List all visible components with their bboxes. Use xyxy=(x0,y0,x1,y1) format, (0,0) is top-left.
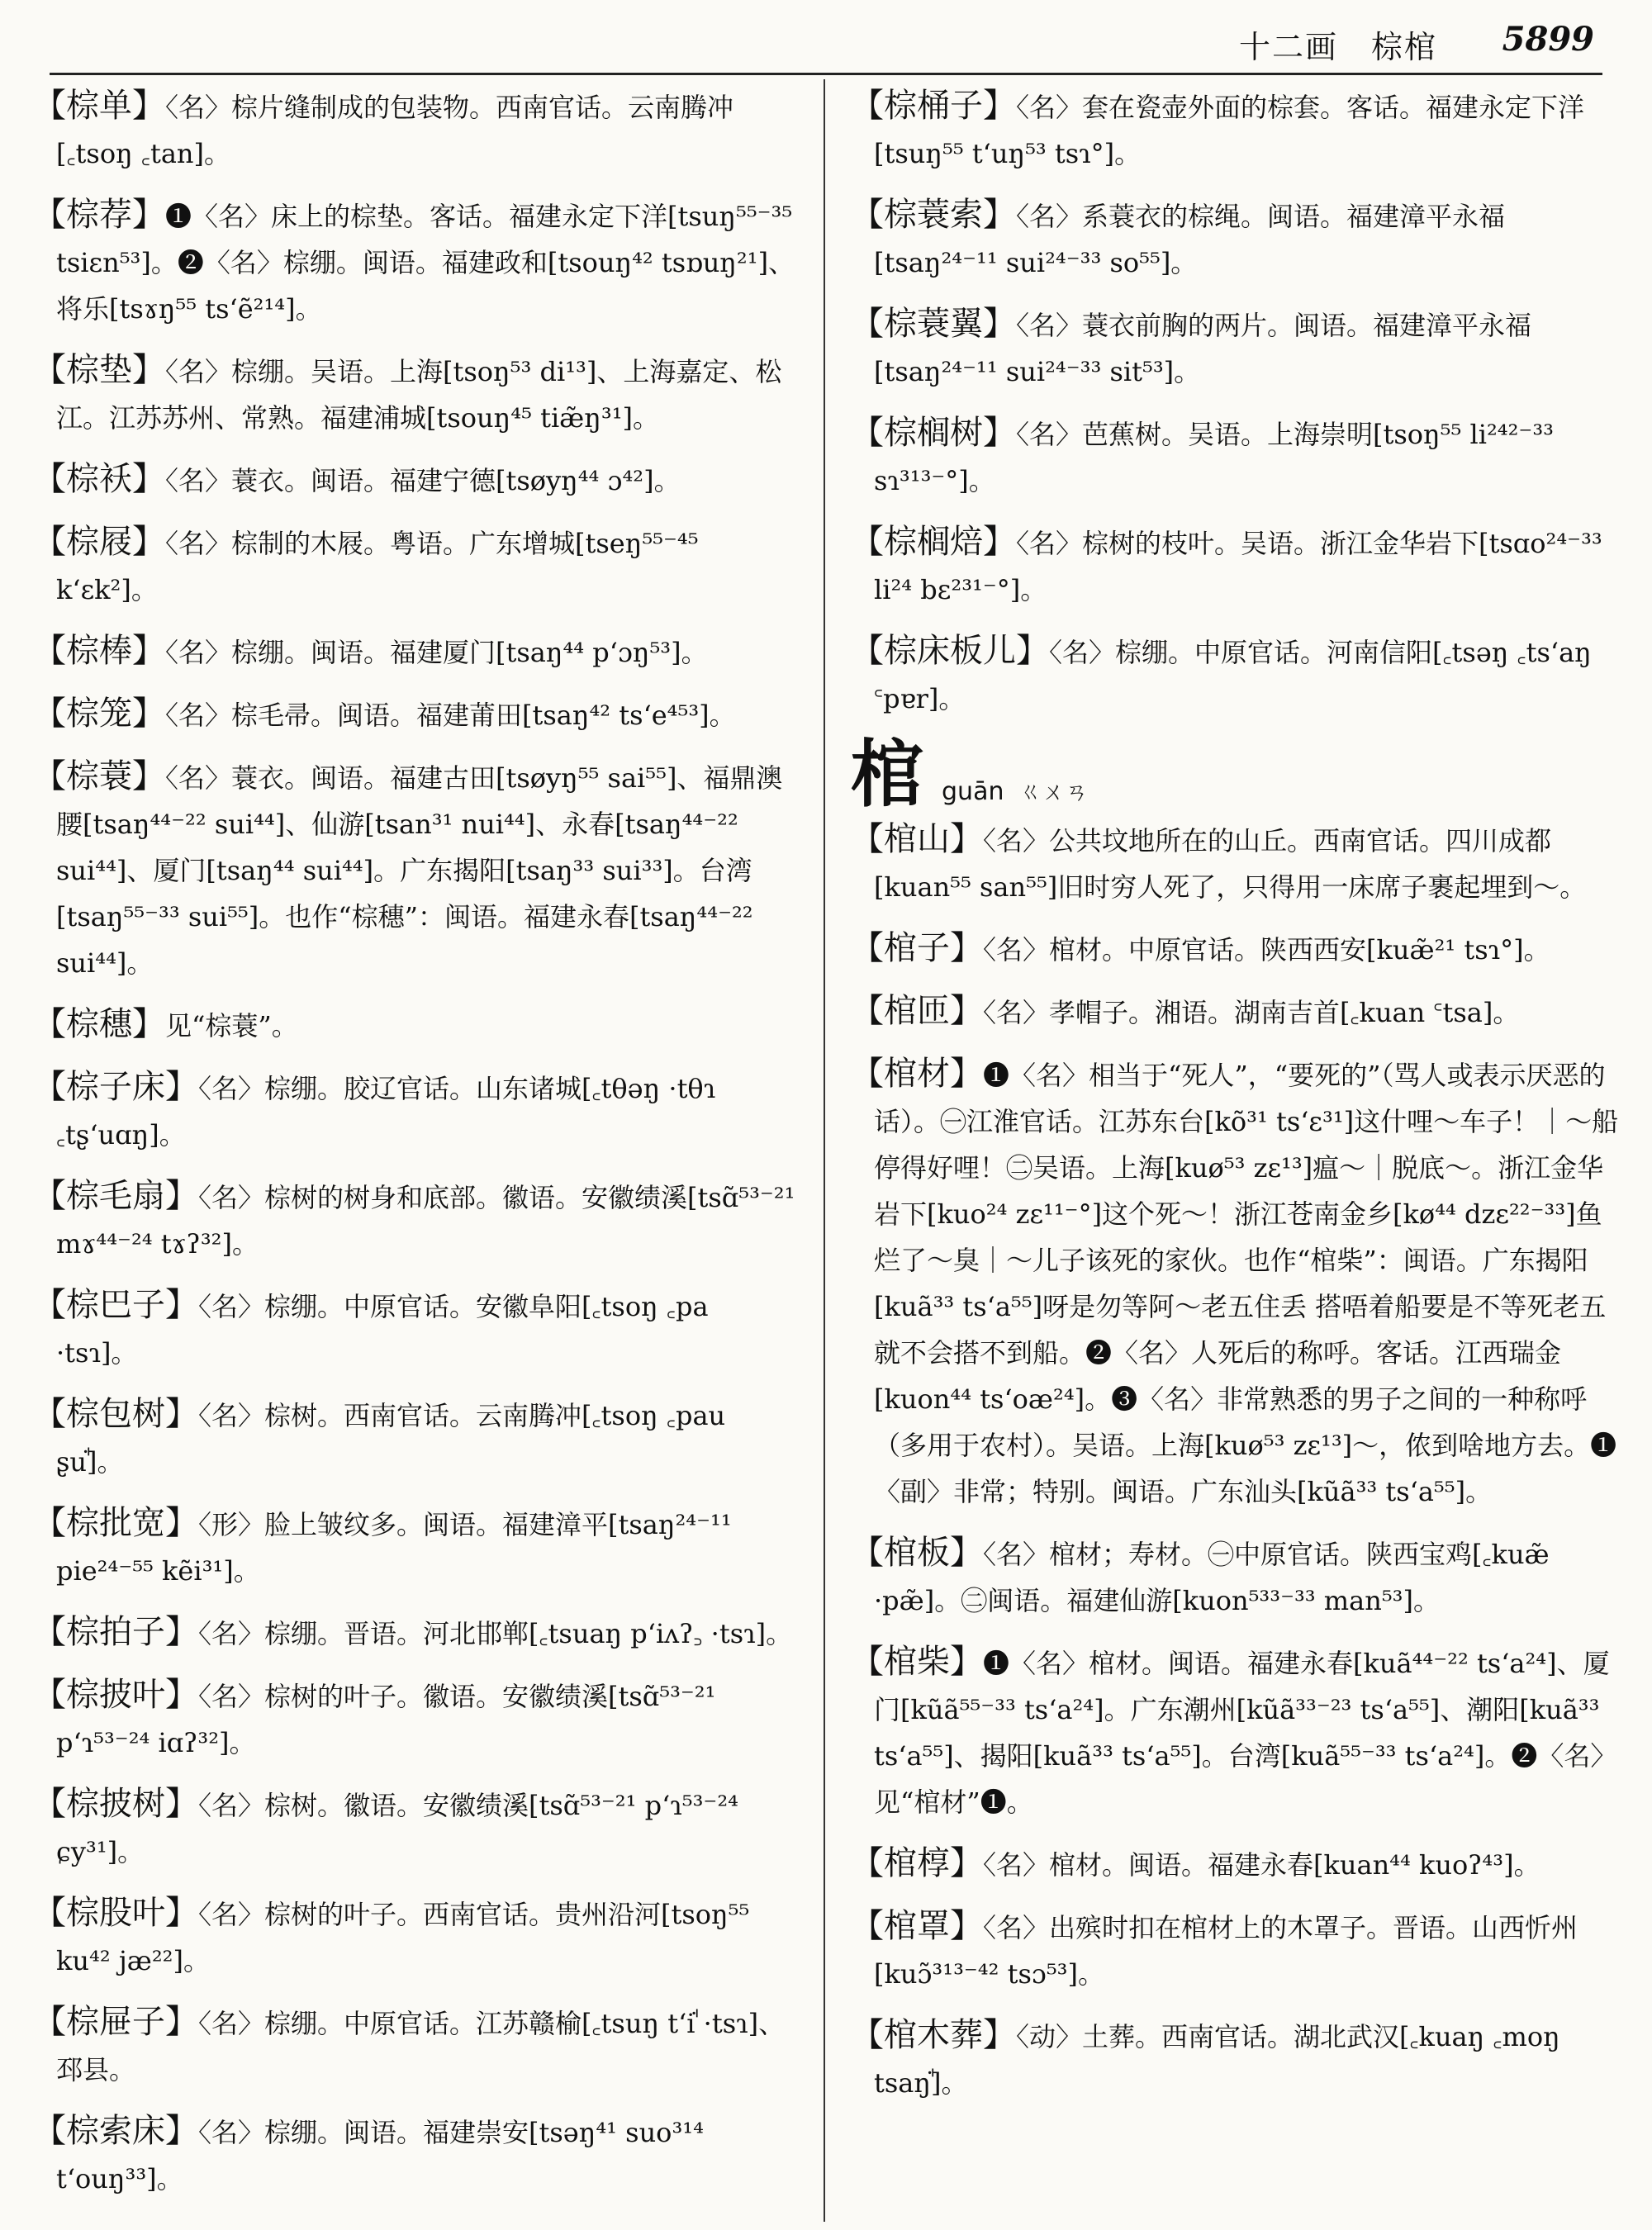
entry-headword: 【棕桶子】 xyxy=(851,87,1016,125)
entry-definition: 〈名〉棕绷。中原官话。江苏赣榆[꜀tsuŋ tʻiꜗ ·tsɿ]、邳县。 xyxy=(56,2008,786,2085)
entry-headword: 【棕蓑索】 xyxy=(851,196,1016,234)
entry-definition: 〈形〉脸上皱纹多。闽语。福建漳平[tsaŋ²⁴⁻¹¹ pie²⁴⁻⁵⁵ kẽi³¹]。 xyxy=(56,1509,732,1587)
entry-definition: 〈名〉棺材。中原官话。陕西西安[kuæ̃²¹ tsɿ°]。 xyxy=(983,934,1550,966)
entry-headword: 【棕床板儿】 xyxy=(851,632,1049,670)
entry-definition: 〈名〉棺材。闽语。福建永春[kuan⁴⁴ kuoʔ⁴³]。 xyxy=(983,1849,1540,1881)
dictionary-entry xyxy=(33,1672,797,1766)
entry-definition: 〈名〉棕树的枝叶。吴语。浙江金华岩下[tsɑo²⁴⁻³³ li²⁴ bɛ²³¹⁻°]。 xyxy=(874,528,1602,605)
dictionary-entry xyxy=(851,83,1623,177)
entry-headword: 【棺板】 xyxy=(851,1534,983,1572)
entry-headword: 【棺材】 xyxy=(851,1055,983,1093)
entry-definition: ❶〈名〉床上的棕垫。客话。福建永定下洋[tsuŋ⁵⁵⁻³⁵ tsiɛn⁵³]。❷〈名〉棕绷。闽语。福建政和[tsouŋ⁴² tsɒuŋ²¹]、将乐[tsɤŋ⁵⁵ tsʻẽ²¹⁴]。 xyxy=(56,201,795,325)
dictionary-entry xyxy=(33,628,797,676)
entry-headword: 【棕穗】 xyxy=(33,1005,165,1043)
dictionary-entry xyxy=(851,1530,1623,1624)
entry-definition: 〈名〉棕绷。闽语。福建厦门[tsaŋ⁴⁴ pʻɔŋ⁵³]。 xyxy=(165,637,708,668)
heading-pinyin: guān xyxy=(942,777,1004,806)
entry-definition: 〈名〉蓑衣。闽语。福建宁德[tsøyŋ⁴⁴ ɔ⁴²]。 xyxy=(165,465,681,496)
entry-definition: 〈名〉棺材；寿材。㊀中原官话。陕西宝鸡[꜀kuæ̃ ·pæ̃]。㊁闽语。福建仙游[kuon⁵³³⁻³³ man⁵³]。 xyxy=(874,1539,1550,1616)
entry-headword: 【棕子床】 xyxy=(33,1068,198,1106)
dictionary-entry xyxy=(851,925,1623,973)
entry-definition: 〈名〉棕制的木屐。粤语。广东增城[tseŋ⁵⁵⁻⁴⁵ kʻɛk²]。 xyxy=(56,528,699,605)
dictionary-entry xyxy=(851,519,1623,613)
entry-definition: 〈名〉棕绷。闽语。福建崇安[tsəŋ⁴¹ suo³¹⁴ tʻouŋ³³]。 xyxy=(56,2117,704,2194)
entry-definition: 〈名〉棕绷。胶辽官话。山东诸城[꜀tθəŋ ·tθɿ ꜀tʂʻuɑŋ]。 xyxy=(56,1073,716,1151)
entry-headword: 【棕蓑】 xyxy=(33,757,165,795)
dictionary-entry xyxy=(851,1840,1623,1888)
dictionary-entry xyxy=(33,83,797,177)
entry-headword: 【棕包树】 xyxy=(33,1395,198,1433)
entry-definition: 〈名〉棕树的叶子。徽语。安徽绩溪[tsɑ̃⁵³⁻²¹ pʻɿ⁵³⁻²⁴ iɑʔ³²]。 xyxy=(56,1681,716,1758)
entry-headword: 【棕批宽】 xyxy=(33,1504,198,1542)
entry-definition: 〈名〉蓑衣前胸的两片。闽语。福建漳平永福[tsaŋ²⁴⁻¹¹ sui²⁴⁻³³ sit⁵³]。 xyxy=(874,310,1532,387)
dictionary-entry xyxy=(851,1639,1623,1825)
dictionary-entry xyxy=(33,1500,797,1594)
dictionary-entry xyxy=(33,1999,797,2093)
entry-definition: 〈名〉套在瓷壶外面的棕套。客话。福建永定下洋[tsuŋ⁵⁵ tʻuŋ⁵³ tsɿ°]。 xyxy=(874,92,1585,169)
entry-headword: 【棕披树】 xyxy=(33,1785,198,1823)
entry-definition: 〈动〉土葬。西南官话。湖北武汉[꜀kuaŋ ꜀moŋ tsaŋꜗ]。 xyxy=(874,2021,1560,2099)
section-label: 十二画 棕棺 xyxy=(1238,29,1437,65)
entry-definition: ❶〈名〉相当于“死人”，“要死的”（骂人或表示厌恶的话）。㊀江淮官话。江苏东台[kõ³¹ tsʻɛ³¹]这什哩～车子！｜～船停得好哩！㊁吴语。上海[kuø⁵³ zɛ¹³]瘟～｜脱底～。浙江金华岩下[kuo²⁴ zɛ¹¹⁻°]这个死～！浙江苍南金乡[kø⁴⁴ dzɛ²²⁻³³]鱼烂了～臭｜～儿子该死的家伙。也作“棺柴”：闽语。广东揭阳[kuã³³ tsʻa⁵⁵]呀是勿等阿～老五住丢 搭唔着船要是不等死老五就不会搭不到船。❷〈名〉人死后的称呼。客话。江西瑞金[kuon⁴⁴ tsʻoæ²⁴]。❸〈名〉非常熟悉的男子之间的一种称呼（多用于农村）。吴语。上海[kuø⁵³ zɛ¹³]～，侬到啥地方去。❶〈副〉非常；特别。闽语。广东汕头[kũã³³ tsʻa⁵⁵]。 xyxy=(874,1060,1619,1507)
entry-definition: 〈名〉芭蕉树。吴语。上海崇明[tsoŋ⁵⁵ li²⁴²⁻³³ sɿ³¹³⁻°]。 xyxy=(874,419,1554,496)
entry-headword: 【棺木葬】 xyxy=(851,2016,1016,2054)
dictionary-entry xyxy=(33,2108,797,2202)
entry-headword: 【棺罩】 xyxy=(851,1907,983,1945)
entry-definition: 见“棕蓑”。 xyxy=(165,1010,298,1041)
dictionary-entry xyxy=(33,1064,797,1158)
entry-headword: 【棕股叶】 xyxy=(33,1894,198,1932)
entry-headword: 【棕屉子】 xyxy=(33,2003,198,2041)
entry-headword: 【棕榈树】 xyxy=(851,414,1016,452)
entry-headword: 【棕棒】 xyxy=(33,632,165,670)
entry-headword: 【棕蓑翼】 xyxy=(851,305,1016,343)
entry-headword: 【棕披叶】 xyxy=(33,1676,198,1714)
entry-definition: 〈名〉棕树的叶子。西南官话。贵州沿河[tsoŋ⁵⁵ ku⁴² jæ²²]。 xyxy=(56,1899,750,1976)
dictionary-entry xyxy=(33,753,797,986)
entry-headword: 【棕巴子】 xyxy=(33,1286,198,1324)
entry-definition: 〈名〉棕绷。中原官话。安徽阜阳[꜀tsoŋ ꜀pa ·tsɿ]。 xyxy=(56,1291,709,1369)
entry-headword: 【棕袄】 xyxy=(33,460,165,498)
entry-definition: 〈名〉系蓑衣的棕绳。闽语。福建漳平永福[tsaŋ²⁴⁻¹¹ sui²⁴⁻³³ so⁵⁵]。 xyxy=(874,201,1506,278)
entry-headword: 【棕索床】 xyxy=(33,2112,198,2150)
dictionary-entry xyxy=(851,2012,1623,2106)
dictionary-entry xyxy=(33,519,797,613)
entry-definition: 〈名〉棕毛帚。闽语。福建莆田[tsaŋ⁴² tsʻe⁴⁵³]。 xyxy=(165,700,736,731)
left-column xyxy=(33,83,797,2213)
entry-headword: 【棺山】 xyxy=(851,820,983,858)
dictionary-entry xyxy=(33,1173,797,1267)
entry-definition: 〈名〉孝帽子。湘语。湖南吉首[꜀kuan ꜂tsa]。 xyxy=(983,997,1520,1028)
dictionary-entry xyxy=(851,988,1623,1036)
entry-definition: 〈名〉蓑衣。闽语。福建古田[tsøyŋ⁵⁵ sai⁵⁵]、福鼎澳腰[tsaŋ⁴⁴⁻²² sui⁴⁴]、仙游[tsan³¹ nui⁴⁴]、永春[tsaŋ⁴⁴⁻²² sui⁴⁴]、厦门[tsaŋ⁴⁴ sui⁴⁴]。广东揭阳[tsaŋ³³ sui³³]。台湾[tsaŋ⁵⁵⁻³³ sui⁵⁵]。也作“棕穗”：闽语。福建永春[tsaŋ⁴⁴⁻²² sui⁴⁴]。 xyxy=(56,762,783,979)
char-heading xyxy=(851,731,1623,817)
entry-definition: 〈名〉出殡时扣在棺材上的木罩子。晋语。山西忻州[kuɔ̃³¹³⁻⁴² tsɔ⁵³]。 xyxy=(874,1912,1578,1990)
entry-definition: ❶〈名〉棺材。闽语。福建永春[kuã⁴⁴⁻²² tsʻa²⁴]、厦门[kũã⁵⁵⁻³³ tsʻa²⁴]。广东潮州[kũã³³⁻²³ tsʻa⁵⁵]、潮阳[kuã³³ tsʻa⁵⁵]、揭阳[kuã³³ tsʻa⁵⁵]。台湾[kuã⁵⁵⁻³³ tsʻa²⁴]。❷〈名〉见“棺材”❶。 xyxy=(874,1648,1617,1818)
heading-glyph: 棺 xyxy=(851,731,924,817)
dictionary-entry xyxy=(33,192,797,332)
dictionary-entry xyxy=(851,192,1623,286)
entry-headword: 【棕单】 xyxy=(33,87,165,125)
entry-headword: 【棺子】 xyxy=(851,929,983,967)
dictionary-entry xyxy=(33,1781,797,1875)
dictionary-entry xyxy=(33,1391,797,1485)
dictionary-entry xyxy=(851,816,1623,910)
dictionary-entry xyxy=(33,1890,797,1984)
entry-definition: 〈名〉棕片缝制成的包装物。西南官话。云南腾冲[꜀tsoŋ ꜀tan]。 xyxy=(56,92,734,169)
entry-headword: 【棕笼】 xyxy=(33,695,165,733)
entry-definition: 〈名〉棕树的树身和底部。徽语。安徽绩溪[tsɑ̃⁵³⁻²¹ mɤ⁴⁴⁻²⁴ tɤʔ³²]。 xyxy=(56,1182,795,1260)
dictionary-entry xyxy=(33,347,797,441)
entry-definition: 〈名〉棕绷。晋语。河北邯郸[꜀tsuaŋ pʻiʌʔ꜆ ·tsɿ]。 xyxy=(198,1618,793,1649)
running-head xyxy=(50,15,1602,75)
dictionary-entry xyxy=(33,1001,797,1049)
dictionary-entry xyxy=(851,301,1623,395)
dictionary-entry xyxy=(851,1903,1623,1997)
entry-headword: 【棕榈焙】 xyxy=(851,523,1016,561)
dictionary-entry xyxy=(33,690,797,738)
entry-definition: 〈名〉棕树。西南官话。云南腾冲[꜀tsoŋ ꜀pau ʂuꜗ]。 xyxy=(56,1400,726,1478)
dictionary-entry xyxy=(851,410,1623,504)
heading-zhuyin: ㄍㄨㄢ xyxy=(1018,778,1089,805)
entry-headword: 【棕屐】 xyxy=(33,523,165,561)
entry-definition: 〈名〉公共坟地所在的山丘。西南官话。四川成都[kuan⁵⁵ san⁵⁵]旧时穷人死了，只得用一床席子裹起埋到～。 xyxy=(874,825,1587,903)
entry-headword: 【棺匝】 xyxy=(851,992,983,1030)
dictionary-entry xyxy=(33,456,797,504)
column-divider xyxy=(824,79,825,2222)
dictionary-entry xyxy=(851,1051,1623,1515)
entry-headword: 【棕垫】 xyxy=(33,351,165,389)
entry-headword: 【棕拍子】 xyxy=(33,1613,198,1651)
entry-definition: 〈名〉棕树。徽语。安徽绩溪[tsɑ̃⁵³⁻²¹ pʻɿ⁵³⁻²⁴ ɕy³¹]。 xyxy=(56,1790,738,1867)
page-number: 5899 xyxy=(1502,20,1594,59)
right-column xyxy=(851,83,1623,2213)
dictionary-entry xyxy=(33,1282,797,1376)
entry-headword: 【棺柴】 xyxy=(851,1643,983,1681)
dictionary-entry xyxy=(33,1609,797,1657)
entry-definition: 〈名〉棕绷。吴语。上海[tsoŋ⁵³ di¹³]、上海嘉定、松江。江苏苏州、常熟。福建浦城[tsouŋ⁴⁵ tiæ̃ŋ³¹]。 xyxy=(56,356,782,434)
entry-definition: 〈名〉棕绷。中原官话。河南信阳[꜀tsəŋ ꜀tsʻaŋ ꜂pɐr]。 xyxy=(874,637,1592,714)
dictionary-entry xyxy=(851,628,1623,722)
entry-headword: 【棕荐】 xyxy=(33,196,165,234)
entry-headword: 【棕毛扇】 xyxy=(33,1177,198,1215)
entry-headword: 【棺椁】 xyxy=(851,1844,983,1882)
